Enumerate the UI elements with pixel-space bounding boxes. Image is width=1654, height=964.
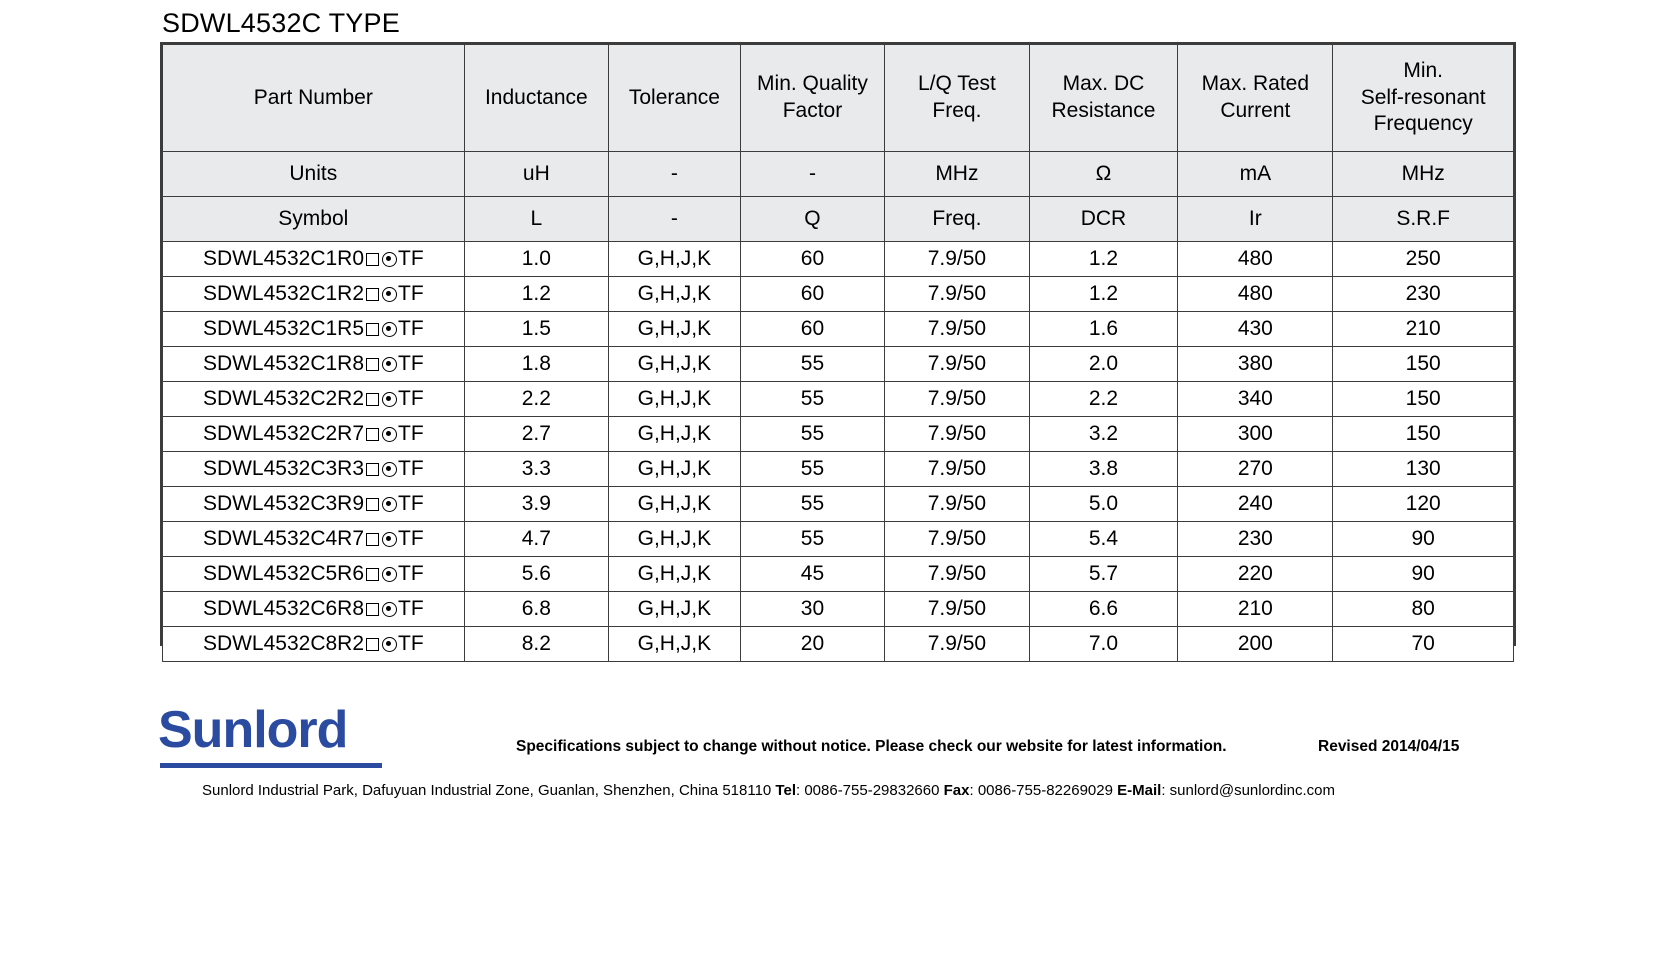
cell-part-number [163, 627, 465, 662]
cell-max-rated-current: 210 [1178, 592, 1333, 627]
cell-max-dc-resistance: 7.0 [1029, 627, 1178, 662]
cell-part-number [163, 592, 465, 627]
square-placeholder-icon [366, 393, 379, 406]
header-cell-max-dc-resistance [1029, 45, 1178, 152]
header-cell-min-quality-factor [740, 45, 884, 152]
table-row [163, 242, 1514, 277]
part-number-suffix: TF [398, 281, 424, 305]
cell-tolerance: G,H,J,K [609, 312, 741, 347]
units-cell-ir: mA [1178, 152, 1333, 197]
cell-max-rated-current: 200 [1178, 627, 1333, 662]
symbol-cell-ir: Ir [1178, 197, 1333, 242]
cell-max-rated-current: 340 [1178, 382, 1333, 417]
symbol-label-cell: Symbol [163, 197, 465, 242]
cell-lq-test-freq: 7.9/50 [885, 592, 1029, 627]
table-row [163, 312, 1514, 347]
cell-min-self-resonant-frequency: 230 [1333, 277, 1514, 312]
header-label: Tolerance [628, 85, 720, 109]
part-number-suffix: TF [398, 561, 424, 585]
symbol-cell-q: Q [740, 197, 884, 242]
spec-table-wrapper [162, 44, 1514, 662]
cell-tolerance: G,H,J,K [609, 347, 741, 382]
part-number-prefix: SDWL4532C2R7 [202, 421, 365, 445]
square-placeholder-icon [366, 253, 379, 266]
table-row [163, 382, 1514, 417]
cell-max-dc-resistance: 2.2 [1029, 382, 1178, 417]
part-number-prefix: SDWL4532C1R0 [202, 246, 365, 270]
header-label-line2: Self-resonant [1360, 85, 1486, 109]
cell-part-number [163, 452, 465, 487]
part-number-suffix: TF [398, 421, 424, 445]
page-title: SDWL4532C TYPE [162, 8, 400, 38]
square-placeholder-icon [366, 428, 379, 441]
part-number-suffix: TF [398, 456, 424, 480]
cell-tolerance: G,H,J,K [609, 592, 741, 627]
part-number-prefix: SDWL4532C1R8 [202, 351, 365, 375]
cell-min-quality-factor: 30 [740, 592, 884, 627]
header-row-main [163, 45, 1514, 152]
ring-placeholder-icon [382, 427, 397, 442]
cell-max-dc-resistance: 2.0 [1029, 347, 1178, 382]
part-number-prefix: SDWL4532C4R7 [202, 526, 365, 550]
header-label-line2: Resistance [1051, 99, 1156, 122]
header-cell-lq-test-freq [885, 45, 1029, 152]
cell-lq-test-freq: 7.9/50 [885, 627, 1029, 662]
cell-min-quality-factor: 55 [740, 347, 884, 382]
cell-inductance: 4.7 [464, 522, 608, 557]
cell-lq-test-freq: 7.9/50 [885, 347, 1029, 382]
part-number-suffix: TF [398, 351, 424, 375]
cell-max-dc-resistance: 3.8 [1029, 452, 1178, 487]
cell-lq-test-freq: 7.9/50 [885, 557, 1029, 592]
part-number-suffix: TF [398, 491, 424, 515]
cell-min-quality-factor: 55 [740, 452, 884, 487]
header-label-line1: Min. Quality [757, 72, 868, 96]
cell-lq-test-freq: 7.9/50 [885, 277, 1029, 312]
part-number-suffix: TF [398, 386, 424, 410]
cell-max-rated-current: 480 [1178, 242, 1333, 277]
square-placeholder-icon [366, 323, 379, 336]
cell-min-self-resonant-frequency: 120 [1333, 487, 1514, 522]
cell-min-quality-factor: 60 [740, 242, 884, 277]
fax-value: : 0086-755-82269029 [969, 782, 1118, 799]
table-head [163, 45, 1514, 242]
ring-placeholder-icon [382, 462, 397, 477]
cell-tolerance: G,H,J,K [609, 487, 741, 522]
header-cell-tolerance [609, 45, 741, 152]
units-cell-dcr: Ω [1029, 152, 1178, 197]
header-label-line1: Min. [1403, 58, 1444, 82]
cell-inductance: 2.2 [464, 382, 608, 417]
units-cell-freq: MHz [885, 152, 1029, 197]
cell-part-number [163, 347, 465, 382]
cell-inductance: 8.2 [464, 627, 608, 662]
table-row [163, 592, 1514, 627]
cell-min-quality-factor: 60 [740, 277, 884, 312]
cell-lq-test-freq: 7.9/50 [885, 382, 1029, 417]
cell-part-number [163, 487, 465, 522]
cell-max-dc-resistance: 6.6 [1029, 592, 1178, 627]
cell-min-quality-factor: 55 [740, 417, 884, 452]
part-number-prefix: SDWL4532C6R8 [202, 596, 365, 620]
cell-lq-test-freq: 7.9/50 [885, 417, 1029, 452]
ring-placeholder-icon [382, 252, 397, 267]
cell-min-self-resonant-frequency: 150 [1333, 417, 1514, 452]
ring-placeholder-icon [382, 357, 397, 372]
cell-max-dc-resistance: 3.2 [1029, 417, 1178, 452]
cell-max-rated-current: 270 [1178, 452, 1333, 487]
square-placeholder-icon [366, 288, 379, 301]
square-placeholder-icon [366, 603, 379, 616]
cell-inductance: 1.5 [464, 312, 608, 347]
contact-address-line [202, 782, 1335, 799]
cell-max-dc-resistance: 1.6 [1029, 312, 1178, 347]
header-cell-max-rated-current [1178, 45, 1333, 152]
tel-label: Tel [775, 782, 796, 799]
table-row [163, 487, 1514, 522]
disclaimer-text: Specifications subject to change without notice. Please check our website for latest information. [516, 738, 1227, 755]
symbol-cell-srf: S.R.F [1333, 197, 1514, 242]
ring-placeholder-icon [382, 287, 397, 302]
cell-part-number [163, 277, 465, 312]
cell-inductance: 1.0 [464, 242, 608, 277]
cell-max-rated-current: 430 [1178, 312, 1333, 347]
part-number-prefix: SDWL4532C1R2 [202, 281, 365, 305]
cell-min-quality-factor: 20 [740, 627, 884, 662]
table-row [163, 277, 1514, 312]
table-row [163, 452, 1514, 487]
ring-placeholder-icon [382, 567, 397, 582]
part-number-prefix: SDWL4532C3R9 [202, 491, 365, 515]
header-cell-inductance [464, 45, 608, 152]
table-row [163, 522, 1514, 557]
cell-min-self-resonant-frequency: 130 [1333, 452, 1514, 487]
revision-date: Revised 2014/04/15 [1318, 738, 1460, 755]
cell-tolerance: G,H,J,K [609, 627, 741, 662]
spec-table [162, 44, 1514, 662]
cell-max-rated-current: 240 [1178, 487, 1333, 522]
table-row [163, 417, 1514, 452]
cell-inductance: 2.7 [464, 417, 608, 452]
ring-placeholder-icon [382, 497, 397, 512]
cell-tolerance: G,H,J,K [609, 277, 741, 312]
part-number-suffix: TF [398, 246, 424, 270]
cell-inductance: 3.3 [464, 452, 608, 487]
part-number-prefix: SDWL4532C2R2 [202, 386, 365, 410]
square-placeholder-icon [366, 568, 379, 581]
cell-inductance: 3.9 [464, 487, 608, 522]
header-label-line2: Freq. [932, 99, 982, 122]
cell-part-number [163, 417, 465, 452]
cell-part-number [163, 557, 465, 592]
part-number-prefix: SDWL4532C1R5 [202, 316, 365, 340]
cell-min-self-resonant-frequency: 210 [1333, 312, 1514, 347]
email-label: E-Mail [1117, 782, 1162, 799]
part-number-prefix: SDWL4532C3R3 [202, 456, 365, 480]
cell-max-rated-current: 220 [1178, 557, 1333, 592]
header-label-line2: Current [1220, 99, 1291, 122]
cell-inductance: 1.2 [464, 277, 608, 312]
cell-max-dc-resistance: 1.2 [1029, 242, 1178, 277]
ring-placeholder-icon [382, 637, 397, 652]
cell-lq-test-freq: 7.9/50 [885, 312, 1029, 347]
cell-min-self-resonant-frequency: 70 [1333, 627, 1514, 662]
cell-max-rated-current: 300 [1178, 417, 1333, 452]
email-value: : sunlord@sunlordinc.com [1161, 782, 1335, 799]
cell-min-quality-factor: 55 [740, 487, 884, 522]
cell-lq-test-freq: 7.9/50 [885, 242, 1029, 277]
square-placeholder-icon [366, 638, 379, 651]
cell-max-dc-resistance: 5.0 [1029, 487, 1178, 522]
address-text: Sunlord Industrial Park, Dafuyuan Industrial Zone, Guanlan, Shenzhen, China 518110 [202, 782, 776, 799]
units-cell-inductance: uH [464, 152, 608, 197]
cell-inductance: 1.8 [464, 347, 608, 382]
cell-max-rated-current: 230 [1178, 522, 1333, 557]
cell-tolerance: G,H,J,K [609, 382, 741, 417]
logo-underline [160, 763, 382, 768]
part-number-suffix: TF [398, 596, 424, 620]
units-cell-tolerance: - [609, 152, 741, 197]
header-row-symbol [163, 197, 1514, 242]
table-body [163, 242, 1514, 662]
square-placeholder-icon [366, 463, 379, 476]
cell-min-quality-factor: 55 [740, 382, 884, 417]
header-cell-part-number [163, 45, 465, 152]
symbol-cell-tolerance: - [609, 197, 741, 242]
header-label-line1: Max. Rated [1201, 72, 1310, 96]
cell-part-number [163, 312, 465, 347]
table-row [163, 557, 1514, 592]
part-number-prefix: SDWL4532C8R2 [202, 631, 365, 655]
cell-min-self-resonant-frequency: 250 [1333, 242, 1514, 277]
ring-placeholder-icon [382, 532, 397, 547]
cell-min-quality-factor: 45 [740, 557, 884, 592]
cell-max-dc-resistance: 1.2 [1029, 277, 1178, 312]
square-placeholder-icon [366, 498, 379, 511]
square-placeholder-icon [366, 358, 379, 371]
header-label-line2: Factor [782, 99, 843, 122]
sunlord-logo-text: Sunlord [158, 701, 348, 759]
cell-part-number [163, 382, 465, 417]
units-label-cell: Units [163, 152, 465, 197]
units-cell-q: - [740, 152, 884, 197]
cell-max-rated-current: 480 [1178, 277, 1333, 312]
cell-tolerance: G,H,J,K [609, 452, 741, 487]
cell-max-dc-resistance: 5.4 [1029, 522, 1178, 557]
units-cell-srf: MHz [1333, 152, 1514, 197]
square-placeholder-icon [366, 533, 379, 546]
cell-max-rated-current: 380 [1178, 347, 1333, 382]
header-label-line1: Max. DC [1062, 72, 1145, 96]
cell-max-dc-resistance: 5.7 [1029, 557, 1178, 592]
ring-placeholder-icon [382, 602, 397, 617]
cell-inductance: 6.8 [464, 592, 608, 627]
tel-value: : 0086-755-29832660 [795, 782, 944, 799]
header-cell-min-self-resonant-frequency [1333, 45, 1514, 152]
table-row [163, 347, 1514, 382]
cell-lq-test-freq: 7.9/50 [885, 487, 1029, 522]
part-number-prefix: SDWL4532C5R6 [202, 561, 365, 585]
cell-min-self-resonant-frequency: 80 [1333, 592, 1514, 627]
cell-part-number [163, 522, 465, 557]
cell-lq-test-freq: 7.9/50 [885, 522, 1029, 557]
cell-inductance: 5.6 [464, 557, 608, 592]
ring-placeholder-icon [382, 392, 397, 407]
part-number-suffix: TF [398, 316, 424, 340]
table-row [163, 627, 1514, 662]
part-number-suffix: TF [398, 526, 424, 550]
header-label: Inductance [484, 85, 588, 109]
header-label: Part Number [253, 85, 373, 109]
cell-lq-test-freq: 7.9/50 [885, 452, 1029, 487]
cell-tolerance: G,H,J,K [609, 242, 741, 277]
cell-min-self-resonant-frequency: 150 [1333, 382, 1514, 417]
ring-placeholder-icon [382, 322, 397, 337]
cell-min-self-resonant-frequency: 150 [1333, 347, 1514, 382]
symbol-cell-dcr: DCR [1029, 197, 1178, 242]
header-label-line3: Frequency [1373, 112, 1473, 136]
header-label-line1: L/Q Test [917, 72, 996, 96]
part-number-suffix: TF [398, 631, 424, 655]
header-row-units [163, 152, 1514, 197]
cell-tolerance: G,H,J,K [609, 417, 741, 452]
cell-min-quality-factor: 60 [740, 312, 884, 347]
cell-min-self-resonant-frequency: 90 [1333, 522, 1514, 557]
cell-tolerance: G,H,J,K [609, 557, 741, 592]
symbol-cell-freq: Freq. [885, 197, 1029, 242]
cell-tolerance: G,H,J,K [609, 522, 741, 557]
cell-part-number [163, 242, 465, 277]
symbol-cell-inductance: L [464, 197, 608, 242]
cell-min-self-resonant-frequency: 90 [1333, 557, 1514, 592]
fax-label: Fax [943, 782, 970, 799]
cell-min-quality-factor: 55 [740, 522, 884, 557]
